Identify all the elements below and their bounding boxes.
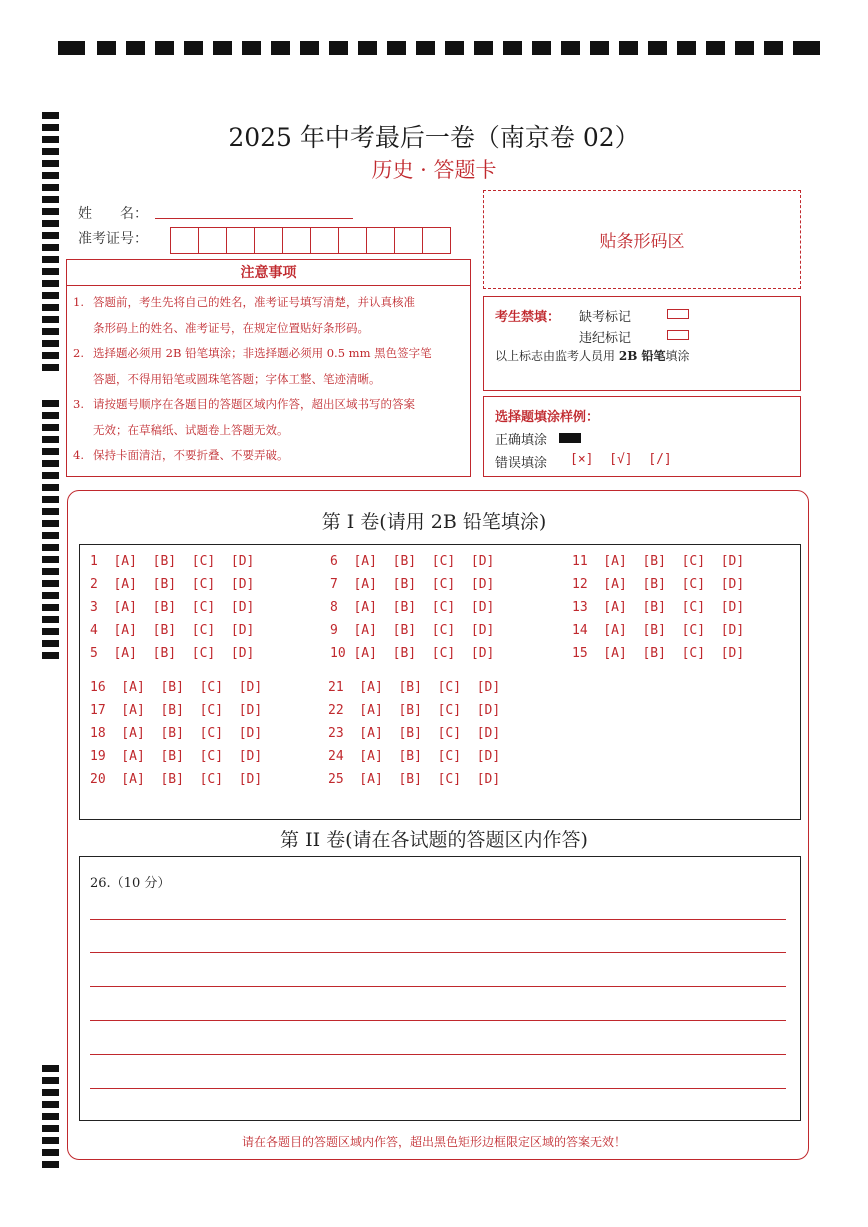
mc-question-6[interactable]: 6 [A] [B] [C] [D] xyxy=(330,554,495,569)
mc-question-2[interactable]: 2 [A] [B] [C] [D] xyxy=(90,577,255,592)
timing-mark xyxy=(42,304,59,311)
timing-mark xyxy=(503,41,522,55)
exam-id-digit-box[interactable] xyxy=(226,227,255,254)
examiner-note xyxy=(495,347,690,364)
mc-question-3[interactable]: 3 [A] [B] [C] [D] xyxy=(90,600,255,615)
barcode-label: 贴条形码区 xyxy=(599,232,685,252)
notice-item-1 xyxy=(73,289,468,341)
mc-question-5[interactable]: 5 [A] [B] [C] [D] xyxy=(90,646,255,661)
examiner-note-bold: 2B 铅笔 xyxy=(618,349,666,363)
mc-question-18[interactable]: 18 [A] [B] [C] [D] xyxy=(90,726,263,741)
mc-question-17[interactable]: 17 [A] [B] [C] [D] xyxy=(90,703,263,718)
timing-mark xyxy=(97,41,116,55)
free-response-box xyxy=(79,856,801,1121)
mc-question-10[interactable]: 10 [A] [B] [C] [D] xyxy=(330,646,495,661)
timing-mark xyxy=(42,268,59,275)
exam-id-digit-box[interactable] xyxy=(254,227,283,254)
answer-line[interactable] xyxy=(90,1020,786,1021)
timing-mark xyxy=(42,484,59,491)
absent-mark-label: 缺考标记 xyxy=(579,310,632,325)
mc-question-4[interactable]: 4 [A] [B] [C] [D] xyxy=(90,623,255,638)
wrong-fill-label: 错误填涂 xyxy=(495,456,548,471)
timing-mark xyxy=(474,41,493,55)
exam-id-boxes[interactable] xyxy=(170,227,450,254)
timing-mark xyxy=(42,328,59,335)
examiner-note-suffix: 填涂 xyxy=(665,349,690,363)
mc-question-19[interactable]: 19 [A] [B] [C] [D] xyxy=(90,749,263,764)
mc-question-25[interactable]: 25 [A] [B] [C] [D] xyxy=(328,772,501,787)
timing-mark xyxy=(42,652,59,659)
notice-item-number: 3. xyxy=(73,397,84,411)
mc-question-21[interactable]: 21 [A] [B] [C] [D] xyxy=(328,680,501,695)
mc-question-22[interactable]: 22 [A] [B] [C] [D] xyxy=(328,703,501,718)
timing-mark xyxy=(706,41,725,55)
notice-item-text: 条形码上的姓名、准考证号，在规定位置贴好条形码。 xyxy=(93,321,369,335)
timing-mark xyxy=(42,400,59,407)
timing-mark xyxy=(532,41,551,55)
section-1-title: 第 I 卷(请用 2B 铅笔填涂) xyxy=(321,511,547,533)
timing-mark xyxy=(358,41,377,55)
answer-line[interactable] xyxy=(90,1088,786,1089)
timing-mark xyxy=(213,41,232,55)
exam-id-digit-box[interactable] xyxy=(310,227,339,254)
timing-mark xyxy=(42,460,59,467)
notice-item-text: 保持卡面清洁，不要折叠、不要弄破。 xyxy=(93,448,289,462)
correct-fill-label: 正确填涂 xyxy=(495,433,548,448)
answer-line[interactable] xyxy=(90,952,786,953)
correct-fill-sample xyxy=(559,433,581,443)
violation-mark-label: 违纪标记 xyxy=(579,331,632,346)
timing-mark xyxy=(42,364,59,371)
timing-mark xyxy=(42,316,59,323)
mc-question-14[interactable]: 14 [A] [B] [C] [D] xyxy=(572,623,745,638)
timing-mark xyxy=(764,41,783,55)
barcode-area xyxy=(483,190,801,289)
timing-mark xyxy=(42,604,59,611)
mc-question-7[interactable]: 7 [A] [B] [C] [D] xyxy=(330,577,495,592)
timing-mark xyxy=(42,568,59,575)
notice-item-number: 2. xyxy=(73,346,84,360)
fill-sample-label: 选择题填涂样例： xyxy=(495,410,600,425)
examiner-only-panel xyxy=(483,296,801,391)
answer-line[interactable] xyxy=(90,919,786,920)
mc-question-12[interactable]: 12 [A] [B] [C] [D] xyxy=(572,577,745,592)
notice-item-number: 4. xyxy=(73,448,84,462)
timing-mark xyxy=(42,556,59,563)
timing-mark xyxy=(58,41,85,55)
footer-warning: 请在各题目的答题区域内作答，超出黑色矩形边框限定区域的答案无效！ xyxy=(241,1135,626,1149)
mc-question-16[interactable]: 16 [A] [B] [C] [D] xyxy=(90,680,263,695)
timing-mark xyxy=(42,1077,59,1084)
timing-mark xyxy=(648,41,667,55)
mc-question-1[interactable]: 1 [A] [B] [C] [D] xyxy=(90,554,255,569)
name-input-line[interactable] xyxy=(155,218,353,219)
mc-question-13[interactable]: 13 [A] [B] [C] [D] xyxy=(572,600,745,615)
timing-mark xyxy=(42,1089,59,1096)
mc-question-8[interactable]: 8 [A] [B] [C] [D] xyxy=(330,600,495,615)
timing-mark xyxy=(42,412,59,419)
notice-item-text: 选择题必须用 2B 铅笔填涂；非选择题必须用 0.5 mm 黑色签字笔 xyxy=(93,346,432,360)
timing-mark xyxy=(42,1125,59,1132)
timing-mark xyxy=(42,448,59,455)
timing-mark xyxy=(42,1161,59,1168)
timing-mark xyxy=(42,244,59,251)
timing-mark xyxy=(42,292,59,299)
mc-question-24[interactable]: 24 [A] [B] [C] [D] xyxy=(328,749,501,764)
timing-mark xyxy=(42,436,59,443)
exam-id-digit-box[interactable] xyxy=(366,227,395,254)
timing-mark xyxy=(42,340,59,347)
timing-mark xyxy=(416,41,435,55)
notice-panel xyxy=(66,259,471,477)
notice-item-2 xyxy=(73,340,468,392)
notice-item-number: 1. xyxy=(73,295,84,309)
timing-mark xyxy=(561,41,580,55)
timing-mark xyxy=(42,616,59,623)
answer-line[interactable] xyxy=(90,1054,786,1055)
timing-mark xyxy=(42,496,59,503)
timing-mark xyxy=(677,41,696,55)
section-2-title: 第 II 卷(请在各试题的答题区内作答) xyxy=(280,829,588,851)
timing-mark xyxy=(42,640,59,647)
timing-mark xyxy=(42,544,59,551)
question-26-label: 26.（10 分） xyxy=(90,876,171,891)
timing-mark xyxy=(42,280,59,287)
timing-mark xyxy=(184,41,203,55)
notice-item-4 xyxy=(73,442,468,468)
answer-line[interactable] xyxy=(90,986,786,987)
timing-mark xyxy=(42,472,59,479)
timing-mark xyxy=(300,41,319,55)
timing-mark xyxy=(42,592,59,599)
absent-mark-box[interactable] xyxy=(667,309,689,319)
timing-mark xyxy=(387,41,406,55)
timing-mark xyxy=(271,41,290,55)
timing-mark xyxy=(42,424,59,431)
timing-mark xyxy=(42,220,59,227)
timing-mark xyxy=(619,41,638,55)
timing-mark xyxy=(242,41,261,55)
exam-id-digit-box[interactable] xyxy=(394,227,423,254)
timing-mark xyxy=(42,196,59,203)
mc-question-15[interactable]: 15 [A] [B] [C] [D] xyxy=(572,646,745,661)
exam-id-digit-box[interactable] xyxy=(170,227,199,254)
timing-mark xyxy=(735,41,754,55)
card-subtitle: 历史 · 答题卡 xyxy=(371,158,497,182)
notice-item-text: 无效；在草稿纸、试题卷上答题无效。 xyxy=(93,423,289,437)
timing-mark xyxy=(42,208,59,215)
timing-mark xyxy=(445,41,464,55)
timing-mark xyxy=(155,41,174,55)
mc-question-20[interactable]: 20 [A] [B] [C] [D] xyxy=(90,772,263,787)
wrong-fill-samples: [×] [√] [/] xyxy=(570,452,672,467)
exam-id-digit-box[interactable] xyxy=(198,227,227,254)
timing-mark xyxy=(42,1149,59,1156)
card-title: 2025 年中考最后一卷（南京卷 02） xyxy=(228,123,640,152)
notice-heading: 注意事项 xyxy=(67,260,470,286)
mc-question-23[interactable]: 23 [A] [B] [C] [D] xyxy=(328,726,501,741)
timing-mark xyxy=(793,41,820,55)
notice-item-text: 答题前，考生先将自己的姓名，准考证号填写清楚，并认真核准 xyxy=(93,295,415,309)
mc-question-11[interactable]: 11 [A] [B] [C] [D] xyxy=(572,554,745,569)
violation-mark-box[interactable] xyxy=(667,330,689,340)
timing-mark xyxy=(42,184,59,191)
timing-mark xyxy=(42,1065,59,1072)
timing-mark xyxy=(329,41,348,55)
examiner-note-prefix: 以上标志由监考人员用 xyxy=(495,349,616,363)
timing-mark xyxy=(42,232,59,239)
timing-mark xyxy=(42,580,59,587)
notice-item-text: 请按题号顺序在各题目的答题区域内作答，超出区域书写的答案 xyxy=(93,397,415,411)
timing-mark xyxy=(42,352,59,359)
timing-mark xyxy=(42,1101,59,1108)
timing-mark xyxy=(42,628,59,635)
notice-item-text: 答题，不得用铅笔或圆珠笔答题；字体工整、笔迹清晰。 xyxy=(93,372,381,386)
exam-id-digit-box[interactable] xyxy=(282,227,311,254)
notice-item-3 xyxy=(73,391,468,443)
exam-id-digit-box[interactable] xyxy=(422,227,451,254)
timing-mark xyxy=(42,256,59,263)
examiner-only-label: 考生禁填： xyxy=(495,310,561,325)
timing-mark xyxy=(590,41,609,55)
name-label: 姓 名： xyxy=(78,206,148,222)
timing-mark xyxy=(126,41,145,55)
fill-sample-panel xyxy=(483,396,801,477)
exam-id-label: 准考证号： xyxy=(78,231,148,247)
exam-id-digit-box[interactable] xyxy=(338,227,367,254)
timing-mark xyxy=(42,1113,59,1120)
mc-question-9[interactable]: 9 [A] [B] [C] [D] xyxy=(330,623,495,638)
